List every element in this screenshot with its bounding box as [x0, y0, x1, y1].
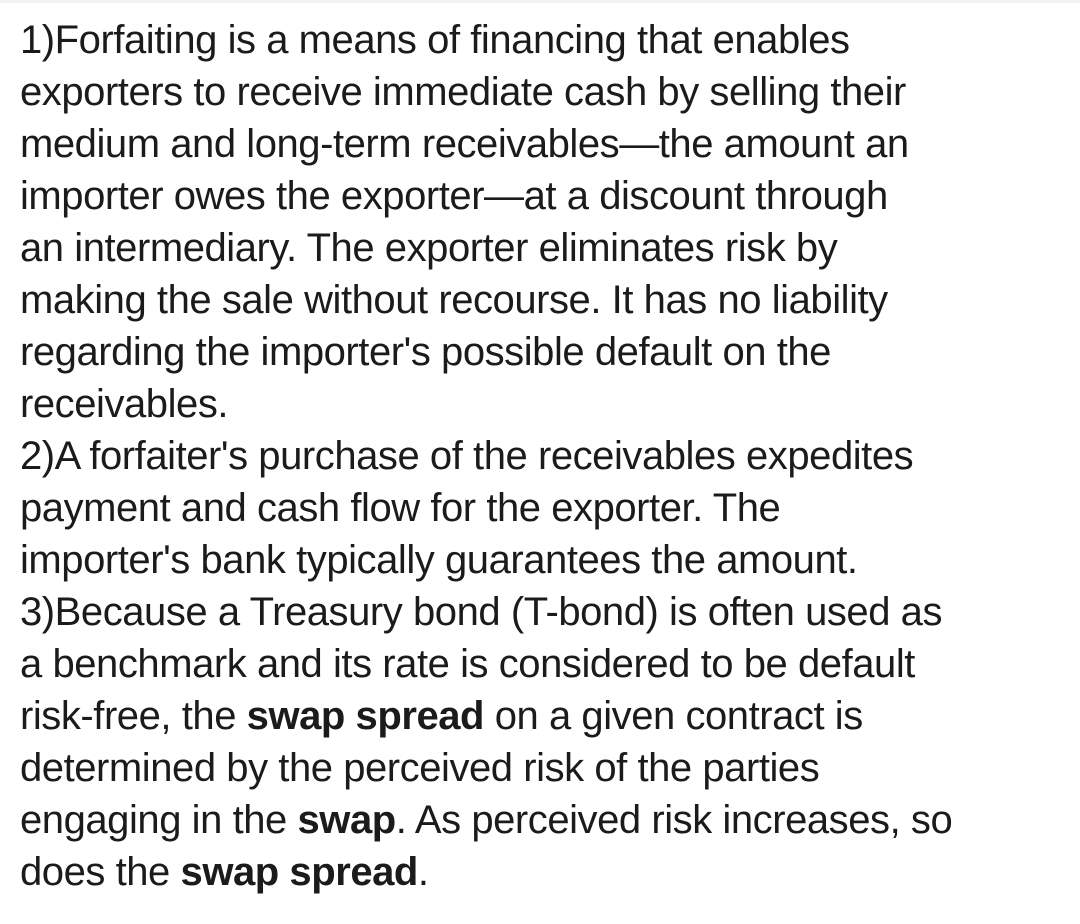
text-run: 3)Because a Treasury bond (T-bond) is often used as — [20, 590, 943, 634]
text-line — [20, 222, 1072, 274]
text-line — [20, 66, 1072, 118]
bold-term: swap — [297, 798, 396, 842]
text-run: making the sale without recourse. It has no liability — [20, 278, 888, 322]
text-line — [20, 534, 1072, 586]
text-line — [20, 586, 1072, 638]
text-line — [20, 430, 1072, 482]
text-run: exporters to receive immediate cash by selling their — [20, 70, 906, 114]
text-run: on a given contract is — [484, 694, 863, 738]
text-run: regarding the importer's possible default on the — [20, 330, 831, 374]
bold-term: swap spread — [246, 694, 485, 738]
text-run: . As perceived risk increases, so — [395, 798, 953, 842]
text-line — [20, 794, 1072, 846]
text-run: a benchmark and its rate is considered to be default — [20, 642, 915, 686]
text-run: payment and cash flow for the exporter. The — [20, 486, 781, 530]
document-text — [0, 3, 1080, 898]
text-line — [20, 482, 1072, 534]
text-run: receivables. — [20, 382, 229, 426]
text-run: importer owes the exporter—at a discount through — [20, 174, 888, 218]
text-line — [20, 742, 1072, 794]
text-run: an intermediary. The exporter eliminates risk by — [20, 226, 838, 270]
text-run: determined by the perceived risk of the parties — [20, 746, 820, 790]
text-run: . — [417, 850, 429, 894]
text-run: 1)Forfaiting is a means of financing that enables — [20, 18, 850, 62]
text-line — [20, 690, 1072, 742]
text-run: risk-free, the — [20, 694, 247, 738]
text-line — [20, 846, 1072, 898]
text-line — [20, 326, 1072, 378]
text-line — [20, 14, 1072, 66]
text-line — [20, 170, 1072, 222]
text-run: does the — [20, 850, 181, 894]
text-run: importer's bank typically guarantees the amount. — [20, 538, 858, 582]
text-line — [20, 274, 1072, 326]
text-run: engaging in the — [20, 798, 298, 842]
text-line — [20, 378, 1072, 430]
text-line — [20, 638, 1072, 690]
text-run: 2)A forfaiter's purchase of the receivables expedites — [20, 434, 914, 478]
text-run: medium and long-term receivables—the amount an — [20, 122, 909, 166]
bold-term: swap spread — [180, 850, 418, 894]
text-line — [20, 118, 1072, 170]
